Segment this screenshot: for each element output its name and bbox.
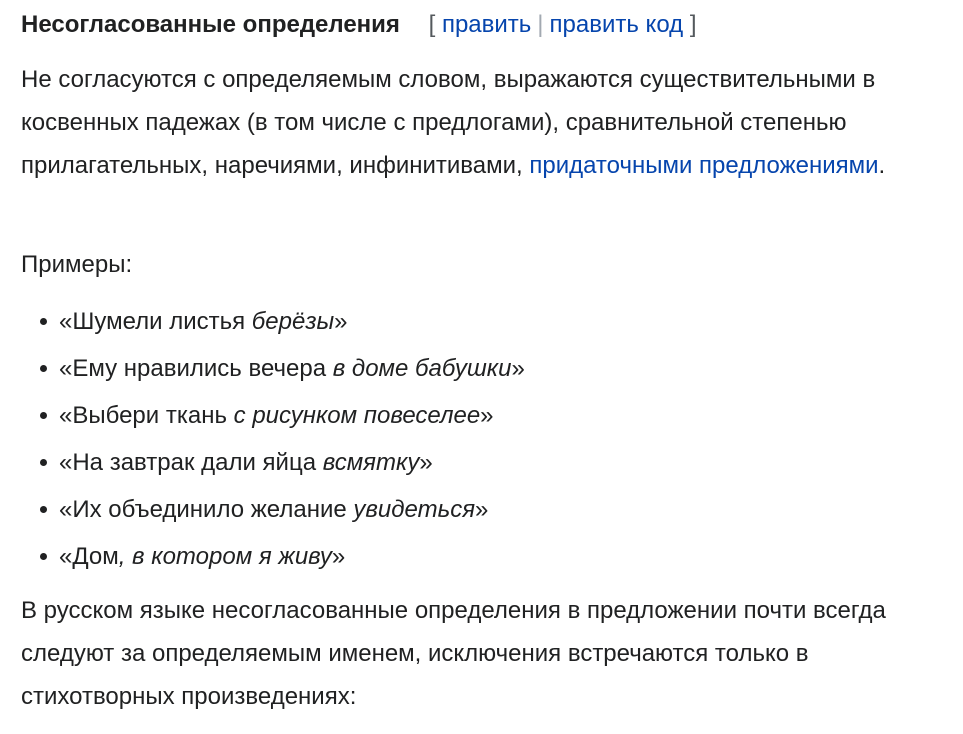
bullet-icon [40, 365, 47, 372]
example-text: «Выбери ткань [59, 402, 234, 429]
list-item [21, 298, 525, 345]
bullet-icon [40, 412, 47, 419]
list-item [21, 345, 525, 392]
example-close: » [480, 402, 494, 429]
section-title: Несогласованные определения [21, 11, 400, 38]
bullet-icon [40, 318, 47, 325]
list-item [21, 439, 525, 486]
example-italic: , в котором я живу [118, 543, 332, 570]
paragraph-word-order: В русском языке несогласованные определения в предложении почти всегда следуют за определяемым именем, исключения встречаются только в стихотворных произведениях: [21, 597, 886, 710]
subordinate-clauses-link[interactable]: придаточными предложениями [529, 152, 879, 179]
example-close: » [334, 308, 348, 335]
edit-code-link[interactable]: править код [549, 11, 684, 38]
example-close: » [511, 355, 525, 382]
example-close: » [419, 449, 433, 476]
example-text: «Ему нравились вечера [59, 355, 333, 382]
edit-close-bracket: ] [689, 11, 697, 38]
example-italic: всмятку [322, 449, 420, 476]
bullet-icon [40, 459, 47, 466]
list-item [21, 533, 525, 580]
edit-open-bracket: [ [428, 11, 436, 38]
bullet-icon [40, 506, 47, 513]
example-text: «Их объединило желание [59, 496, 354, 523]
list-item [21, 392, 525, 439]
section-heading [21, 9, 696, 41]
paragraph-definition-text: Не согласуются с определяемым словом, выражаются существительными в косвенных падежах (в том числе с предлогами), сравнительной степенью прилагательных, наречиями, инфинитивами, [21, 66, 876, 179]
examples-list [21, 298, 525, 580]
example-italic: с рисунком повеселее [233, 402, 481, 429]
example-text: «На завтрак дали яйца [59, 449, 323, 476]
example-italic: увидеться [353, 496, 476, 523]
example-close: » [475, 496, 489, 523]
paragraph-definition [21, 58, 941, 187]
edit-link[interactable]: править [441, 11, 532, 38]
edit-section-links [429, 11, 697, 38]
example-text: «Шумели листья [59, 308, 252, 335]
paragraph-definition-tail: . [878, 152, 886, 179]
example-italic: в доме бабушки [332, 355, 512, 382]
edit-separator: | [537, 11, 544, 38]
example-close: » [331, 543, 346, 570]
example-italic: берёзы [251, 308, 335, 335]
example-text: «Дом [59, 543, 119, 570]
list-item [21, 486, 525, 533]
paragraph-examples-label: Примеры: [21, 251, 133, 278]
bullet-icon [40, 553, 47, 560]
